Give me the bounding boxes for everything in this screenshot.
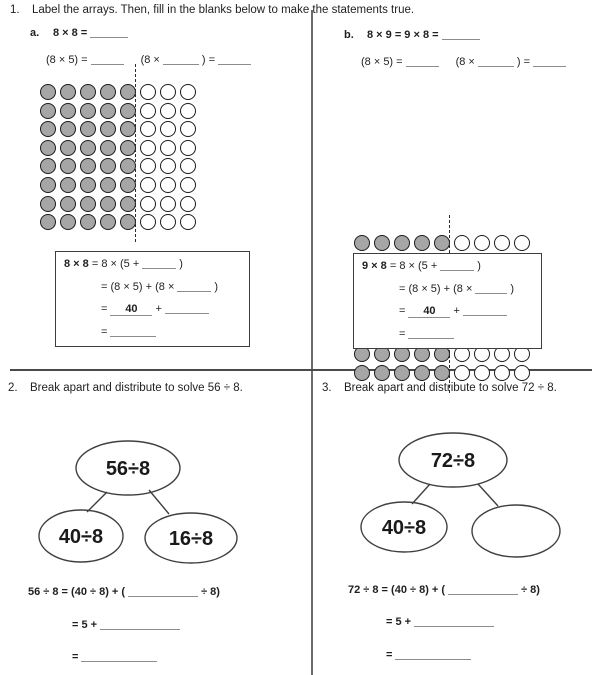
shaded-circle	[100, 84, 116, 100]
shaded-circle	[60, 140, 76, 156]
open-circle	[160, 84, 176, 100]
shaded-circle	[80, 158, 96, 174]
shaded-circle	[100, 177, 116, 193]
open-circle	[180, 140, 196, 156]
dot-row	[40, 158, 196, 174]
part-b-box-l2-blank	[475, 283, 507, 294]
open-circle	[180, 196, 196, 212]
shaded-circle	[40, 214, 56, 230]
part-b-heading-text: 8 × 9 = 9 × 8 =	[367, 29, 439, 41]
shaded-circle	[40, 158, 56, 174]
part-a-array-dashed-divider	[135, 64, 136, 242]
open-circle	[494, 365, 510, 381]
part-b-box-l3-plus: +	[453, 305, 460, 317]
part-a-box-line3	[101, 303, 249, 326]
question3-title: Break apart and distribute to solve 72 ÷ 8.	[344, 382, 557, 394]
part-b-expr-blank1	[406, 56, 439, 67]
part-a-box-l3-plus: +	[155, 303, 162, 315]
part-a-box-l4-blank	[110, 326, 156, 337]
part-a-box-l1-bold: 8 × 8	[64, 258, 89, 270]
part-b-box-line4	[399, 328, 541, 351]
part-b-box-l3-blank	[463, 305, 507, 316]
q2-equation-line3	[72, 651, 160, 663]
shaded-circle	[120, 84, 136, 100]
q3-equation-line2	[386, 616, 497, 628]
part-b-box-l1-close: )	[477, 260, 481, 272]
part-a-expression-line	[46, 54, 254, 66]
question2-number: 2.	[8, 382, 18, 394]
part-a-dot-array	[40, 84, 196, 230]
part-a-box-line4	[101, 326, 249, 349]
shaded-circle	[80, 214, 96, 230]
part-b-heading-blank	[442, 29, 480, 40]
part-b-box-l1-blank	[440, 260, 474, 271]
shaded-circle	[374, 365, 390, 381]
open-circle	[160, 103, 176, 119]
part-b-box-line2	[399, 283, 541, 306]
question1-title: Label the arrays. Then, fill in the blanks below to make the statements true.	[32, 4, 415, 16]
q2-eq2-blank	[100, 619, 180, 630]
part-b-box-line3	[399, 305, 541, 328]
open-circle	[514, 235, 530, 251]
shaded-circle	[120, 121, 136, 137]
shaded-circle	[434, 365, 450, 381]
shaded-circle	[60, 214, 76, 230]
shaded-circle	[60, 103, 76, 119]
part-a-box-l4-eq: =	[101, 325, 108, 338]
part-b-answer-box	[353, 253, 542, 349]
part-a-answer-box	[55, 251, 250, 347]
shaded-circle	[60, 196, 76, 212]
q2-bond-left-connector	[87, 492, 107, 512]
part-a-heading	[53, 27, 131, 39]
q2-equation-line1	[28, 586, 220, 598]
part-b-box-line1	[362, 260, 541, 283]
open-circle	[160, 177, 176, 193]
shaded-circle	[100, 196, 116, 212]
q2-eq1-post: ÷ 8)	[201, 586, 220, 598]
part-b-heading	[367, 29, 483, 41]
shaded-circle	[120, 140, 136, 156]
open-circle	[140, 196, 156, 212]
open-circle	[140, 121, 156, 137]
shaded-circle	[80, 84, 96, 100]
part-b-box-l2-close: )	[510, 282, 515, 295]
shaded-circle	[80, 196, 96, 212]
open-circle	[160, 121, 176, 137]
part-a-heading-text: 8 × 8 =	[53, 27, 88, 39]
q2-bond-right-value: 16÷8	[168, 528, 214, 550]
open-circle	[494, 235, 510, 251]
q3-bond-right-oval-empty	[472, 505, 560, 557]
q2-bond-right-connector	[149, 490, 169, 514]
part-b-expr-right-open: (8 ×	[455, 56, 475, 68]
q2-eq1-blank	[128, 586, 198, 597]
part-a-box-l2-close: )	[214, 280, 219, 293]
part-a-box-l1-close: )	[179, 258, 183, 270]
part-a-expr-blank3	[218, 54, 251, 65]
open-circle	[160, 196, 176, 212]
part-b-label: b.	[344, 29, 354, 41]
open-circle	[140, 158, 156, 174]
part-a-box-l2-text: = (8 × 5) + (8 ×	[101, 280, 175, 293]
shaded-circle	[394, 235, 410, 251]
part-b-expr-blank2	[478, 56, 514, 67]
dot-row	[40, 214, 196, 230]
shaded-circle	[100, 103, 116, 119]
q3-eq1-pre: 72 ÷ 8 = (40 ÷ 8) + (	[348, 584, 446, 596]
q3-bond-left-value: 40÷8	[381, 517, 427, 539]
shaded-circle	[394, 365, 410, 381]
question3-number-bond	[350, 423, 570, 563]
shaded-circle	[120, 196, 136, 212]
open-circle	[454, 235, 470, 251]
shaded-circle	[100, 121, 116, 137]
shaded-circle	[60, 84, 76, 100]
shaded-circle	[120, 103, 136, 119]
open-circle	[474, 235, 490, 251]
q3-eq3-pre: =	[386, 649, 393, 661]
q3-eq1-blank	[448, 584, 518, 595]
open-circle	[180, 84, 196, 100]
shaded-circle	[40, 177, 56, 193]
q2-bond-left-value: 40÷8	[58, 526, 104, 548]
open-circle	[160, 214, 176, 230]
question3-number: 3.	[322, 382, 332, 394]
q3-equation-line1	[348, 584, 540, 596]
open-circle	[140, 214, 156, 230]
dot-row	[40, 84, 196, 100]
q3-eq2-blank	[414, 616, 494, 627]
shaded-circle	[40, 196, 56, 212]
part-a-heading-blank	[90, 27, 128, 38]
part-a-box-l3-blank	[165, 303, 209, 314]
part-b-box-l3-eq: =	[399, 305, 406, 317]
part-b-box-l2-text: = (8 × 5) + (8 ×	[399, 282, 473, 295]
shaded-circle	[120, 177, 136, 193]
open-circle	[160, 158, 176, 174]
part-b-box-l3-prefilled: 40	[408, 305, 450, 318]
open-circle	[180, 121, 196, 137]
q2-bond-top-value: 56÷8	[105, 458, 151, 480]
dot-row	[40, 103, 196, 119]
q2-eq1-pre: 56 ÷ 8 = (40 ÷ 8) + (	[28, 586, 126, 598]
open-circle	[454, 365, 470, 381]
q3-eq3-blank	[395, 649, 471, 660]
open-circle	[140, 84, 156, 100]
vertical-column-divider	[311, 10, 313, 675]
part-b-expr-left: (8 × 5) =	[361, 56, 403, 68]
part-a-expr-right-open: (8 ×	[140, 54, 160, 66]
question1-number: 1.	[10, 4, 20, 16]
open-circle	[140, 177, 156, 193]
part-a-box-l1-blank	[142, 258, 176, 269]
open-circle	[140, 140, 156, 156]
shaded-circle	[100, 140, 116, 156]
part-b-expression-line	[361, 56, 569, 68]
shaded-circle	[40, 103, 56, 119]
dot-row	[354, 235, 530, 251]
q3-bond-top-value: 72÷8	[430, 450, 476, 472]
dot-row	[40, 121, 196, 137]
question2-number-bond	[35, 430, 250, 570]
part-b-expr-blank3	[533, 56, 566, 67]
part-a-box-line1	[64, 258, 249, 281]
open-circle	[180, 158, 196, 174]
shaded-circle	[40, 140, 56, 156]
dot-row	[40, 177, 196, 193]
part-a-box-l3-prefilled: 40	[110, 303, 152, 316]
part-a-expr-blank2	[163, 54, 199, 65]
shaded-circle	[100, 158, 116, 174]
open-circle	[514, 365, 530, 381]
open-circle	[180, 214, 196, 230]
q2-eq3-blank	[81, 651, 157, 662]
open-circle	[180, 103, 196, 119]
q2-equation-line2	[72, 619, 183, 631]
part-b-box-l1-rest: = 8 × (5 +	[389, 260, 438, 272]
dot-row	[354, 365, 530, 381]
q3-bond-right-connector	[478, 484, 498, 506]
open-circle	[160, 140, 176, 156]
open-circle	[140, 103, 156, 119]
part-a-box-line2	[101, 281, 249, 304]
part-a-expr-right-close: ) =	[201, 54, 215, 66]
part-a-expr-blank1	[91, 54, 124, 65]
open-circle	[180, 177, 196, 193]
part-b-box-l1-bold: 9 × 8	[362, 260, 387, 272]
dot-row	[40, 196, 196, 212]
q3-bond-left-connector	[412, 484, 430, 504]
part-b-box-l4-blank	[408, 328, 454, 339]
shaded-circle	[414, 235, 430, 251]
shaded-circle	[80, 121, 96, 137]
part-a-box-l2-blank	[177, 281, 211, 292]
dot-row	[40, 140, 196, 156]
shaded-circle	[434, 235, 450, 251]
part-b-box-l4-eq: =	[399, 327, 406, 340]
shaded-circle	[60, 121, 76, 137]
shaded-circle	[120, 158, 136, 174]
shaded-circle	[100, 214, 116, 230]
open-circle	[474, 365, 490, 381]
part-a-box-l3-eq: =	[101, 303, 108, 315]
shaded-circle	[354, 365, 370, 381]
shaded-circle	[354, 235, 370, 251]
shaded-circle	[374, 235, 390, 251]
shaded-circle	[40, 121, 56, 137]
q3-eq1-post: ÷ 8)	[521, 584, 540, 596]
shaded-circle	[60, 177, 76, 193]
part-a-label: a.	[30, 27, 40, 39]
q2-eq2-pre: = 5 +	[72, 619, 98, 631]
q2-eq3-pre: =	[72, 651, 79, 663]
q3-equation-line3	[386, 649, 474, 661]
shaded-circle	[80, 103, 96, 119]
question2-title: Break apart and distribute to solve 56 ÷ 8.	[30, 382, 243, 394]
shaded-circle	[80, 177, 96, 193]
q3-eq2-pre: = 5 +	[386, 616, 412, 628]
shaded-circle	[120, 214, 136, 230]
shaded-circle	[80, 140, 96, 156]
shaded-circle	[60, 158, 76, 174]
shaded-circle	[40, 84, 56, 100]
part-a-expr-left: (8 × 5) =	[46, 54, 88, 66]
part-b-expr-right-close: ) =	[516, 56, 530, 68]
shaded-circle	[414, 365, 430, 381]
part-a-box-l1-rest: = 8 × (5 +	[91, 258, 140, 270]
